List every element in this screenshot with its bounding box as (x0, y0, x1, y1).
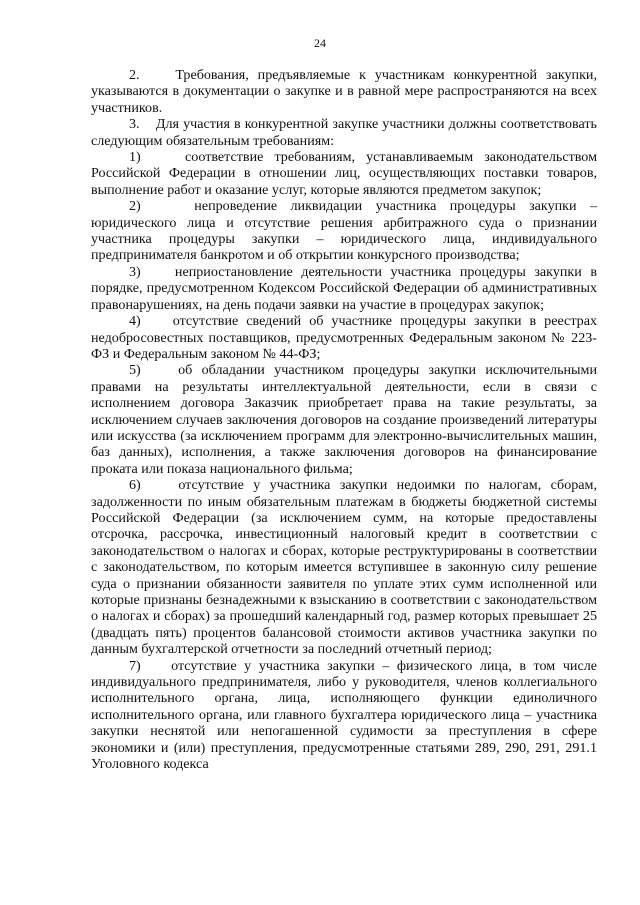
requirement-3: 3) неприостановление деятельности участника процедуры закупки в порядке, предусмотренном Кодексом Российской Федерации об административных правонарушениях, на день подачи заявки на участие в процедурах закупок; (91, 263, 597, 313)
requirement-1: 1) соответствие требованиям, устанавливаемым законодательством Российской Федерации в отношении лиц, осуществляющих поставки товаров, выполнение работ и оказание услуг, которые являются предметом закупок; (91, 149, 597, 198)
requirement-6: 6) отсутствие у участника закупки недоимки по налогам, сборам, задолженности по иным обязательным платежам в бюджеты бюджетной системы Российской Федерации (за исключением сумм, на которые предоставлены отсрочка, рассрочка, инвестиционный налоговый кредит в соответствии с законодательством о налогах и сборах, которые реструктурированы в соответствии с законодательством, по которым имеется вступившее в законную силу решение суда о признании обязанности заявителя по уплате этих сумм исполненной или которые признаны безнадежными к взысканию в соответствии с законодательством о налогах и сборах) за прошедший календарный год, размер которых превышает 25 (двадцать пять) процентов балансовой стоимости активов участника закупки по данным бухгалтерской отчетности за последний отчетный период; (91, 477, 597, 658)
page-number: 24 (314, 36, 326, 50)
requirement-7: 7) отсутствие у участника закупки – физического лица, в том числе индивидуального предпринимателя, либо у руководителя, членов коллегиального исполнительного органа, лица, исполняющего функции единоличного исполнительного органа, или главного бухгалтера юридического лица – участника закупки неснятой или непогашенной судимости за преступления в сфере экономики и (или) преступления, предусмотренные статьями 289, 290, 291, 291.1 Уголовного кодекса (91, 657, 597, 773)
requirement-4: 4) отсутствие сведений об участнике процедуры закупки в реестрах недобросовестных поставщиков, предусмотренных Федеральным законом № 223-ФЗ и Федеральным законом № 44-ФЗ; (91, 313, 597, 362)
requirement-5: 5) об обладании участником процедуры закупки исключительными правами на результаты интеллектуальной деятельности, если в связи с исполнением договора Заказчик приобретает права на такие результаты, за исключением случаев заключения договоров на создание произведений литературы или искусства (за исключением программ для электронно-вычислительных машин, баз данных), исполнения, а также заключения договоров на финансирование проката или показа национального фильма; (91, 362, 597, 477)
paragraph-item-2: 2. Требования, предъявляемые к участникам конкурентной закупки, указываются в документации о закупке и в равной мере распространяются на всех участников. (91, 67, 597, 116)
paragraph-item-3: 3. Для участия в конкурентной закупке участники должны соответствовать следующим обязательным требованиям: (91, 116, 597, 149)
document-body (91, 67, 597, 772)
requirement-2: 2) непроведение ликвидации участника процедуры закупки – юридического лица и отсутствие решения арбитражного суда о признании участника процедуры закупки – юридического лица, индивидуального предпринимателя банкротом и об открытии конкурсного производства; (91, 198, 597, 264)
